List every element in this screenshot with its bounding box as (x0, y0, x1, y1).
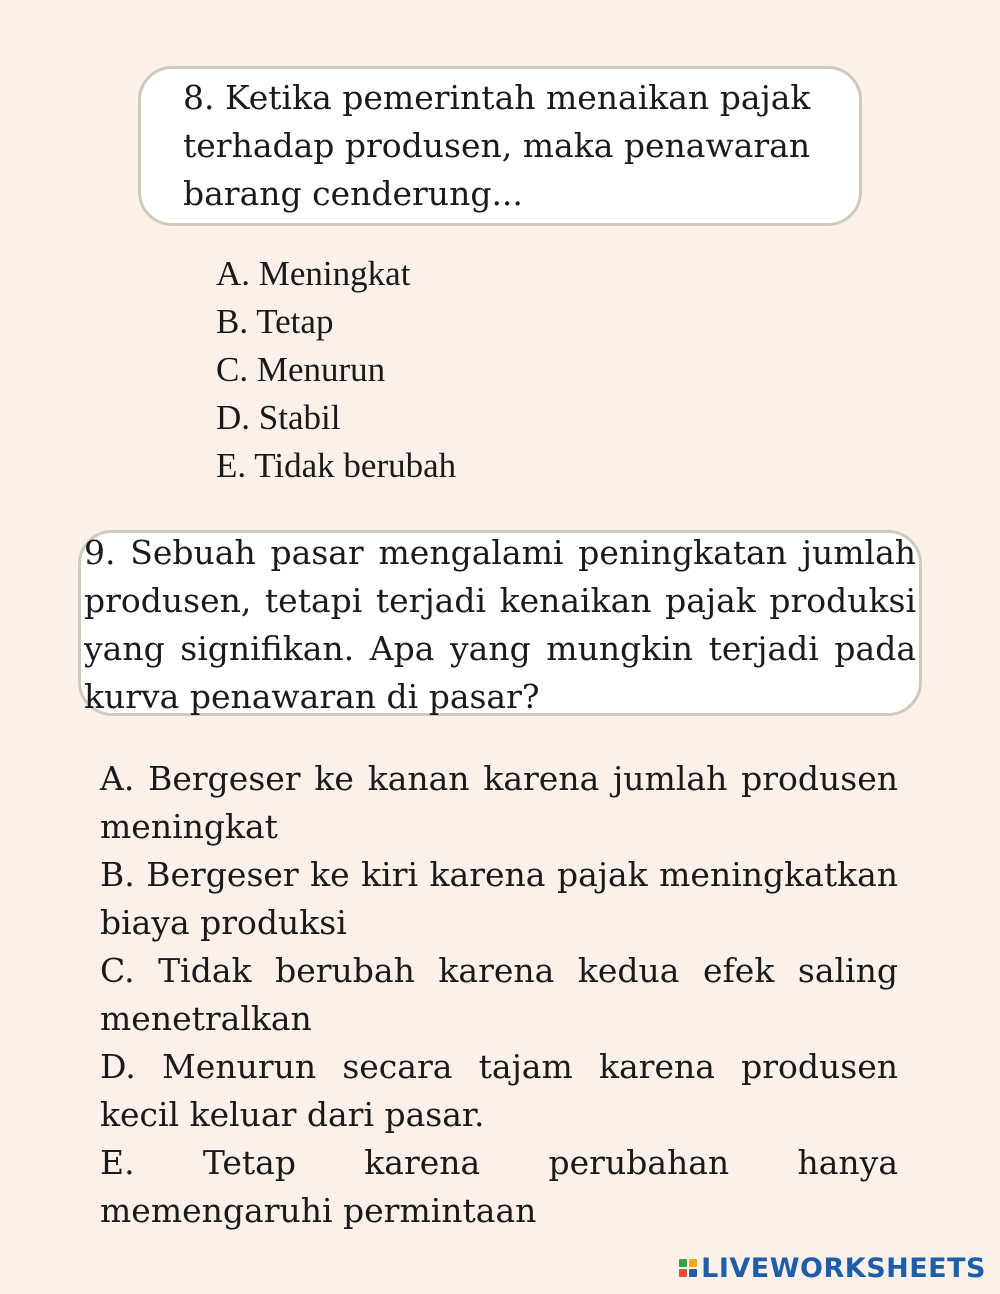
option-9c[interactable]: C. Tidak berubah karena kedua efek saling menetralkan (100, 951, 898, 1038)
option-9e[interactable]: E. Tetap karena perubahan hanya memengaruhi permintaan (100, 1143, 898, 1230)
liveworksheets-logo-icon (679, 1259, 697, 1277)
question-9-text: 9. Sebuah pasar mengalami peningkatan jumlah produsen, tetapi terjadi kenaikan pajak produksi yang signifikan. Apa yang mungkin terjadi pada kurva penawaran di pasar? (84, 533, 916, 716)
question-8-options (216, 250, 456, 490)
option-9a[interactable]: A. Bergeser ke kanan karena jumlah produsen meningkat (100, 759, 898, 846)
option-9b[interactable]: B. Bergeser ke kiri karena pajak meningkatkan biaya produksi (100, 855, 898, 942)
option-8d[interactable]: D. Stabil (216, 398, 341, 437)
question-8-text: 8. Ketika pemerintah menaikan pajak terhadap produsen, maka penawaran barang cenderung... (183, 78, 811, 213)
option-8a[interactable]: A. Meningkat (216, 254, 411, 293)
option-9d[interactable]: D. Menurun secara tajam karena produsen kecil keluar dari pasar. (100, 1047, 898, 1134)
question-9-options (100, 755, 898, 1235)
option-8e[interactable]: E. Tidak berubah (216, 446, 457, 485)
liveworksheets-logo (679, 1250, 986, 1286)
logo-text: LIVEWORKSHEETS (701, 1252, 986, 1284)
option-8b[interactable]: B. Tetap (216, 302, 334, 341)
option-8c[interactable]: C. Menurun (216, 350, 386, 389)
